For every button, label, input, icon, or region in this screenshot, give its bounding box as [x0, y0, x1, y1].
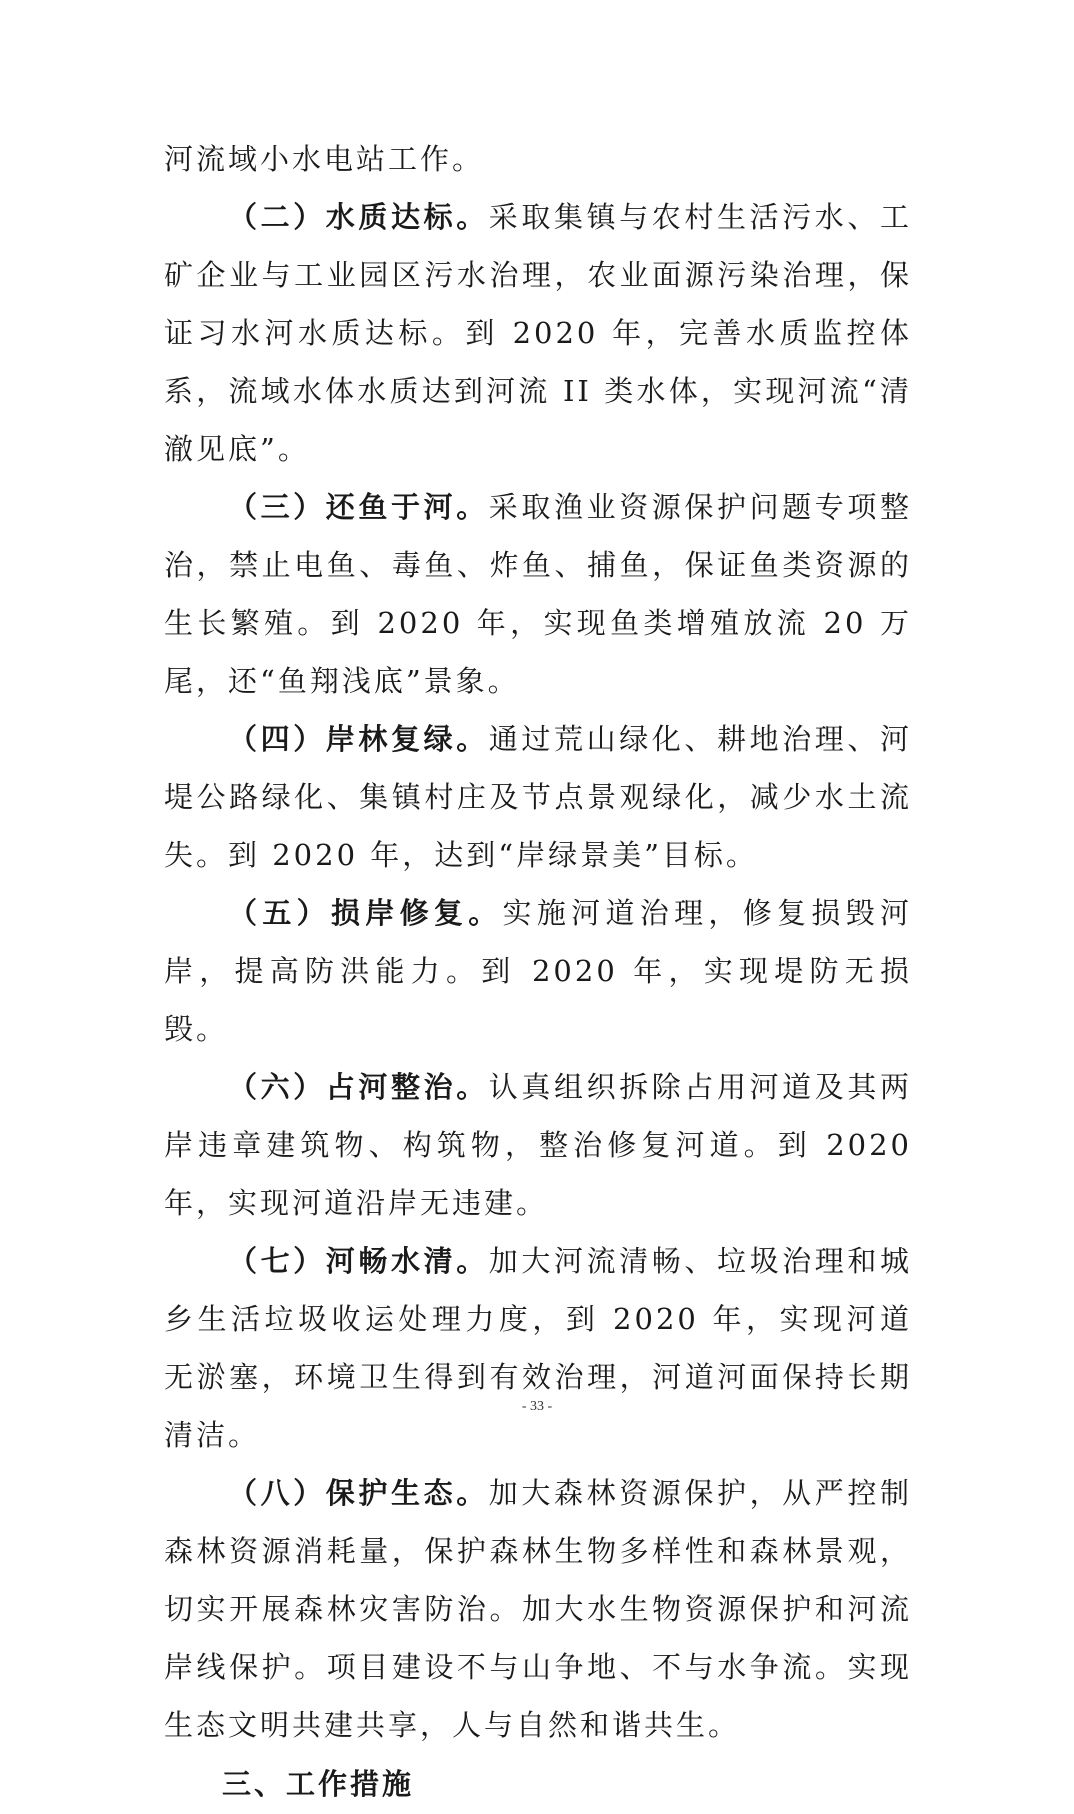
paragraph-text: 实施河道治理，修复损毁河岸，提高防洪能力。到 2020 年，实现堤防无损毁。	[164, 896, 912, 1046]
paragraph-heading: （三）还鱼于河。	[228, 490, 489, 524]
paragraph-heading: （六）占河整治。	[228, 1070, 489, 1104]
paragraph-continuation	[164, 130, 912, 188]
paragraph-water-quality	[164, 188, 912, 478]
paragraph-river-occupation	[164, 1058, 912, 1232]
paragraph-text: 通过荒山绿化、耕地治理、河堤公路绿化、集镇村庄及节点景观绿化，减少水土流失。到 2020 年，达到“岸绿景美”目标。	[164, 722, 912, 872]
page-number: - 33 -	[521, 1399, 553, 1414]
paragraph-heading: （四）岸林复绿。	[228, 722, 489, 756]
paragraph-text: 加大森林资源保护，从严控制森林资源消耗量，保护森林生物多样性和森林景观，切实开展森林灾害防治。加大水生物资源保护和河流岸线保护。项目建设不与山争地、不与水争流。实现生态文明共建共享，人与自然和谐共生。	[164, 1476, 912, 1742]
body-text	[164, 130, 912, 1814]
paragraph-text: 采取集镇与农村生活污水、工矿企业与工业园区污水治理，农业面源污染治理，保证习水河水质达标。到 2020 年，完善水质监控体系，流域水体水质达到河流 II 类水体，实现河流“清澈见底”。	[164, 200, 912, 466]
paragraph-clear-water	[164, 1232, 912, 1464]
section-heading: 三、工作措施	[222, 1767, 415, 1801]
paragraph-heading: （七）河畅水清。	[228, 1244, 489, 1278]
paragraph-heading: （二）水质达标。	[228, 200, 489, 234]
paragraph-bank-greening	[164, 710, 912, 884]
paragraph-heading: （八）保护生态。	[228, 1476, 489, 1510]
paragraph-bank-repair	[164, 884, 912, 1058]
paragraph-fish-return	[164, 478, 912, 710]
paragraph-ecology	[164, 1464, 912, 1754]
paragraph-heading: （五）损岸修复。	[228, 896, 503, 930]
paragraph-text: 采取渔业资源保护问题专项整治，禁止电鱼、毒鱼、炸鱼、捕鱼，保证鱼类资源的生长繁殖。到 2020 年，实现鱼类增殖放流 20 万尾，还“鱼翔浅底”景象。	[164, 490, 912, 698]
paragraph-text: 加大河流清畅、垃圾治理和城乡生活垃圾收运处理力度，到 2020 年，实现河道无淤塞，环境卫生得到有效治理，河道河面保持长期清洁。	[164, 1244, 912, 1452]
paragraph-text: 河流域小水电站工作。	[164, 142, 485, 176]
paragraph-text: 认真组织拆除占用河道及其两岸违章建筑物、构筑物，整治修复河道。到 2020 年，实现河道沿岸无违建。	[164, 1070, 912, 1220]
